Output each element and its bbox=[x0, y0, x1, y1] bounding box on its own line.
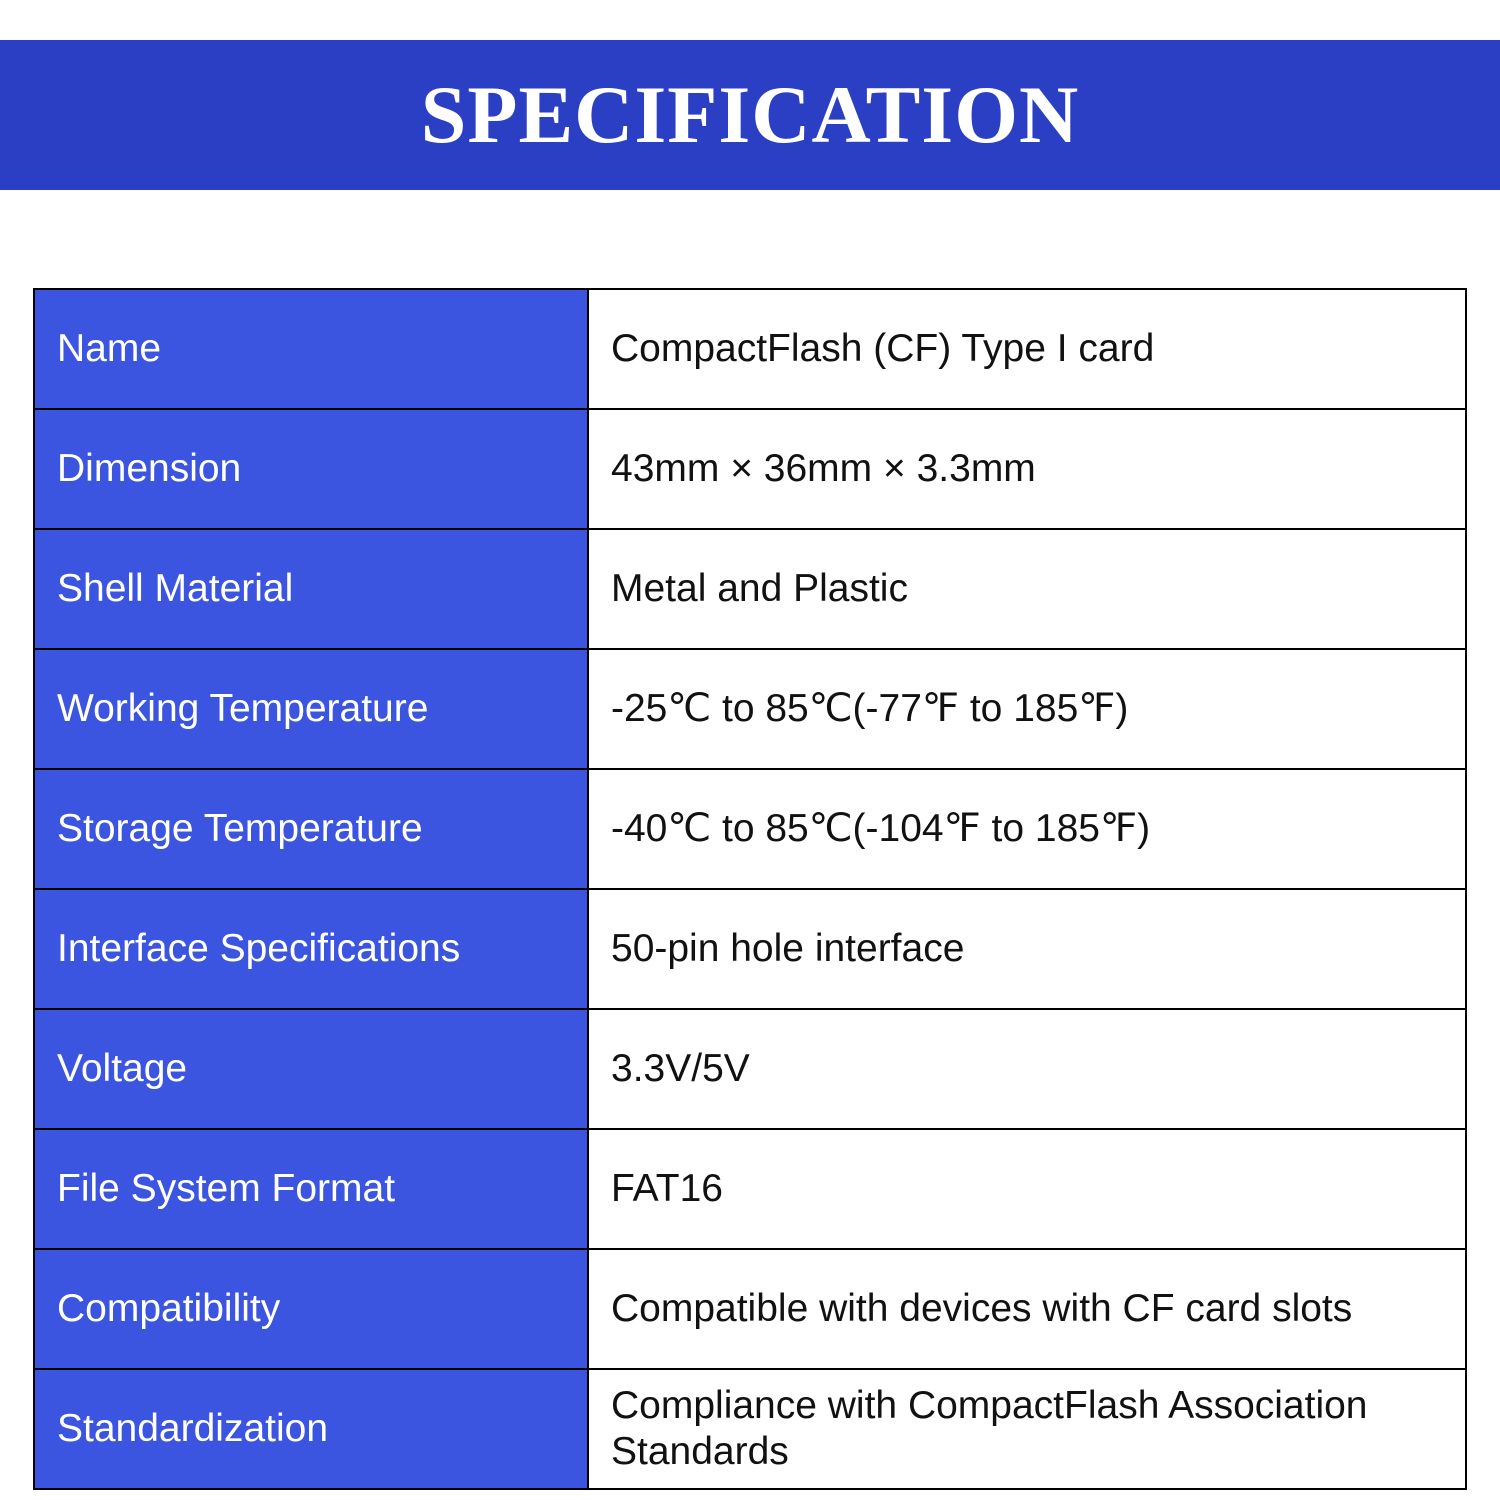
spec-value-voltage: 3.3V/5V bbox=[588, 1009, 1466, 1129]
spec-value-shell-material: Metal and Plastic bbox=[588, 529, 1466, 649]
spec-label-interface-specifications: Interface Specifications bbox=[34, 889, 588, 1009]
table-row bbox=[34, 649, 1466, 769]
table-row bbox=[34, 1369, 1466, 1489]
spec-label-compatibility: Compatibility bbox=[34, 1249, 588, 1369]
spec-value-interface-specifications: 50-pin hole interface bbox=[588, 889, 1466, 1009]
table-row bbox=[34, 289, 1466, 409]
spec-label-dimension: Dimension bbox=[34, 409, 588, 529]
spec-label-storage-temperature: Storage Temperature bbox=[34, 769, 588, 889]
table-row bbox=[34, 1129, 1466, 1249]
spec-label-voltage: Voltage bbox=[34, 1009, 588, 1129]
spec-value-compatibility: Compatible with devices with CF card slots bbox=[588, 1249, 1466, 1369]
specification-table-body bbox=[34, 289, 1466, 1489]
spec-value-name: CompactFlash (CF) Type I card bbox=[588, 289, 1466, 409]
table-row bbox=[34, 1009, 1466, 1129]
table-row bbox=[34, 889, 1466, 1009]
spec-label-name: Name bbox=[34, 289, 588, 409]
specification-banner bbox=[0, 40, 1500, 190]
specification-table bbox=[33, 288, 1467, 1490]
table-row bbox=[34, 529, 1466, 649]
spec-value-file-system-format: FAT16 bbox=[588, 1129, 1466, 1249]
spec-value-dimension: 43mm × 36mm × 3.3mm bbox=[588, 409, 1466, 529]
spec-value-standardization: Compliance with CompactFlash Association Standards bbox=[588, 1369, 1466, 1489]
table-row bbox=[34, 1249, 1466, 1369]
table-row bbox=[34, 769, 1466, 889]
spec-value-working-temperature: -25℃ to 85℃(-77℉ to 185℉) bbox=[588, 649, 1466, 769]
spec-label-file-system-format: File System Format bbox=[34, 1129, 588, 1249]
spec-value-storage-temperature: -40℃ to 85℃(-104℉ to 185℉) bbox=[588, 769, 1466, 889]
table-row bbox=[34, 409, 1466, 529]
spec-label-shell-material: Shell Material bbox=[34, 529, 588, 649]
page-title: SPECIFICATION bbox=[420, 69, 1080, 160]
spec-label-working-temperature: Working Temperature bbox=[34, 649, 588, 769]
spec-label-standardization: Standardization bbox=[34, 1369, 588, 1489]
